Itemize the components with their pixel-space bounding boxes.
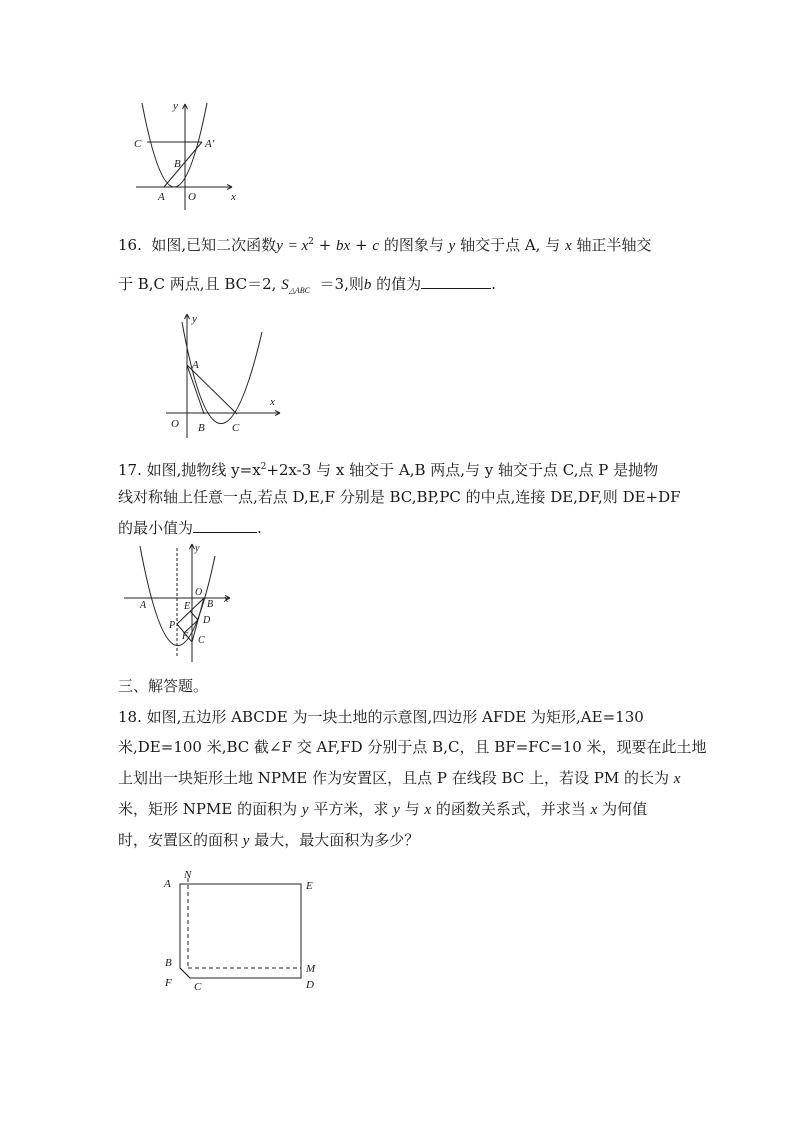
segment-AB [187,365,204,414]
segment-BC [180,968,190,978]
parabola-curve [182,322,262,424]
label-B: B [165,957,172,969]
figure-17-parabola [120,540,236,664]
q17-line1: 17. 如图,抛物线 $y=x^2+2x-3$ 与 x 轴交于 A,B 两点,与 y 轴交于点 C,点 P 是抛物 [118,461,659,479]
label-O: O [195,587,203,598]
q17-line2: 线对称轴上任意一点,若点 D,E,F 分别是 BC,BP,PC 的中点,连接 DE,DF,则 DE+DF [118,488,681,506]
q16-answer-blank[interactable] [421,288,491,289]
label-C: C [232,422,240,434]
segment-DE [190,611,198,620]
q17-answer-blank[interactable] [193,532,257,533]
label-B: B [174,158,181,170]
label-F: F [182,631,189,642]
label-B: B [207,599,214,610]
section-3-heading: 三、解答题。 [118,677,209,695]
label-C: C [134,138,142,150]
label-O: O [171,418,179,430]
polygon-ABCDE [180,884,301,978]
figure-15-parabola [128,96,244,216]
label-y: y [195,543,200,554]
label-F: F [165,977,172,989]
label-A: A [158,191,165,203]
label-O: O [188,191,196,203]
label-A: A [164,878,171,890]
label-x: x [231,191,236,203]
label-M: M [306,963,316,975]
label-D: D [203,615,211,626]
q16-line1: 16. 如图,已知二次函数$y = x^2$ + bx + c 的图象与 y 轴交于点 A, 与 x 轴正半轴交 [118,236,652,254]
label-E: E [184,601,191,612]
q18-line4: 米，矩形 NPME 的面积为 y 平方米，求 y 与 x 的函数关系式，并求当 x 为何值 [118,800,648,818]
label-N: N [184,869,192,881]
label-C: C [198,635,205,646]
label-P: P [169,620,176,631]
q18-line3: 上划出一块矩形土地 NPME 作为安置区，且点 P 在线段 BC 上，若设 PM 的长为 x [118,769,681,787]
label-x: x [224,594,229,605]
q18-line1: 18. 如图,五边形 ABCDE 为一块土地的示意图,四边形 AFDE 为矩形,AE=130 [118,708,644,726]
figure-16-parabola [162,310,286,438]
label-x: x [270,396,275,408]
label-B: B [198,422,205,434]
q18-line2: 米,DE=100 米,BC 截∠F 交 AF,FD 分别于点 B,C，且 BF=FC=10 米，现要在此土地 [118,738,707,756]
label-A: A [140,600,147,611]
label-D: D [306,979,314,991]
q18-line5: 时，安置区的面积 y 最大，最大面积为多少？ [118,831,420,849]
segment-AC [187,365,237,414]
label-y: y [173,100,178,112]
q16-line2: 于 B,C 两点,且 BC＝2, $S_{\triangle ABC} =3$,则b 的值为 . [118,275,496,295]
label-E: E [306,880,313,892]
label-C: C [194,981,202,993]
label-A: A [192,359,199,371]
label-A-prime: A′ [205,138,215,150]
label-y: y [192,313,197,325]
figure-18-land-diagram [160,868,330,994]
q17-line3: 的最小值为 . [118,519,262,537]
